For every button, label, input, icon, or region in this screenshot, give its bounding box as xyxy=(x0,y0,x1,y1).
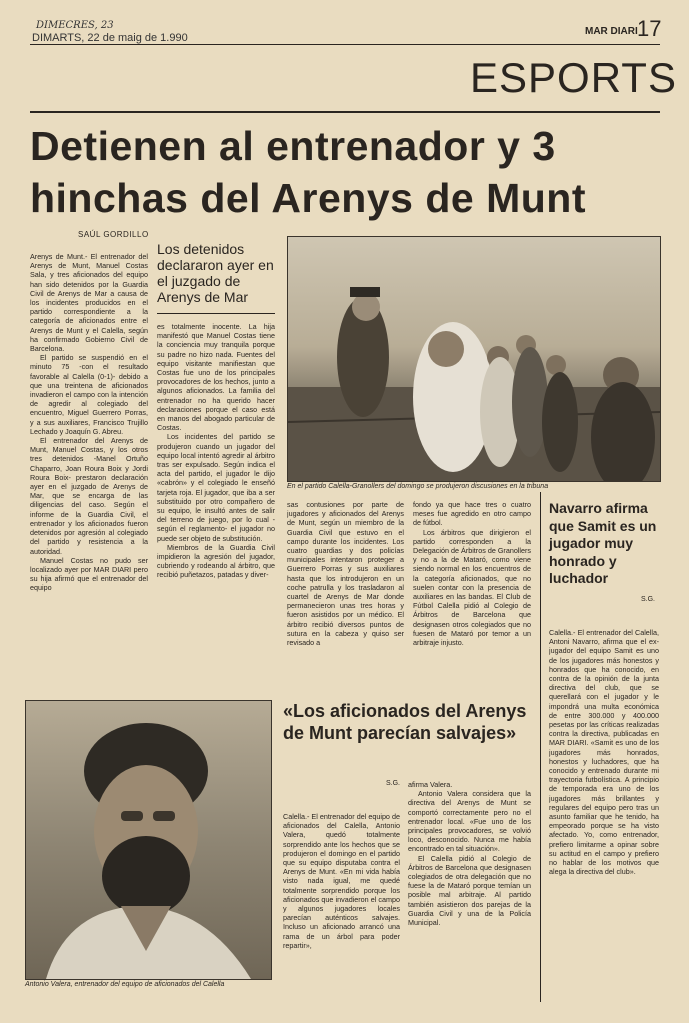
photo-caption-2: Antonio Valera, entrenador del equipo de aficionados del Calella xyxy=(25,981,225,988)
paragraph: Los árbitros que dirigieron el partido corresponden a la Delegación de Árbitros de Granollers y no a la de Mataró, como viene siendo normal en los encuentros de la categoría aficionados, que no suelen contar con la presencia de auxiliares en las bandas. El Club de Fútbol Calella pidió al Colegio de Árbitros de Barcelona que designasen otros colegiados que no fuesen de Mataró por temor a un arbitraje injusto. xyxy=(413,527,531,648)
photo-antonio-valera xyxy=(25,700,272,980)
photo-crowd-illustration xyxy=(288,237,660,481)
article-column-1 xyxy=(30,252,148,690)
printed-date: DIMARTS, 22 de maig de 1.990 xyxy=(32,32,188,44)
paragraph: es totalmente inocente. La hija manifestó que Manuel Costas tiene la conciencia muy tranquila porque su padre no hizo nada. Fuentes del equipo visitante manifiestan que Costas fue uno de los principales provocadores de los hechos, junto a algunos aficionados. La familia del entrenador no ha querido hacer declaraciones porque el caso está en manos del abogado particular de Costas. xyxy=(157,322,275,433)
paragraph: El Calella pidió al Colegio de Árbitros de Barcelona que designasen colegiados de otra delegación que no fuese la de Mataró porque temían un posible mal arbitraje. Al partido también asistieron dos parejas de la Guardia Civil y una de la Policía Municipal. xyxy=(408,853,531,928)
section-rule xyxy=(30,111,660,113)
paragraph: Los incidentes del partido se produjeron cuando un jugador del equipo local intentó agredir al árbitro tras ser expulsado. Según indica el acta del partido, el jugador le dijo «cabrón» y el colegiado le enseñó tarjeta roja. El jugador, que iba a ser substituido por otro compañero de su equipo, le insultó antes de salir del terreno de juego, por lo cual -según el reglamento- el jugador no puede ser objeto de substitución. xyxy=(157,432,275,543)
second-byline: S.G. xyxy=(386,780,401,787)
photo-caption: En el partido Calella-Granollers del domingo se produjeron discusiones en la tribuna xyxy=(287,483,549,490)
section-title: ESPORTS xyxy=(470,54,677,101)
paragraph: Calella.- El entrenador del equipo de aficionados del Calella, Antonio Valera, quedó totalmente sorprendido ante los hechos que se produjeron el domingo en el partido que su equipo disputaba contra el Arenys de Munt. «En mi vida había visto nada igual, me quedé totalmente sorprendido porque los aficionados que invadieron el campo y algunos jugadores locales parecían auténticos salvajes. Incluso un aficionado arrancó una rama de un árbol para poder repartir», xyxy=(283,812,400,950)
paragraph: sas contusiones por parte de jugadores y aficionados del Arenys de Munt, según un miembro de la Guardia Civil que estuvo en el campo durante los incidentes. Los cuatro guardias y dos policías municipales intentaron proteger a Guerrero Porras y sus auxiliares hasta que los introdujeron en un coche patrulla y los trasladaron al cuartel de Arenys de Mar donde permanecieron unas tres horas y fueron asistidos por un médico. El árbitro recibió diversos puntos de sutura en la cabeza y quiso ser revisado a xyxy=(287,500,404,648)
paragraph: afirma Valera. xyxy=(408,780,453,789)
paragraph: Manuel Costas no pudo ser localizado ayer por MAR DIARI pero su hija afirmó que el entrenador del equipo xyxy=(30,555,148,593)
portrait-illustration xyxy=(26,701,271,979)
paragraph: fondo ya que hace tres o cuatro meses fue agredido en otro campo de fútbol. xyxy=(413,500,531,528)
paragraph: Arenys de Munt.- El entrenador del Arenys de Munt, Manuel Costas Sala, y tres aficionados del equipo han sido detenidos por la Guardia Civil de Arenys de Mar a causa de los incidentes producidos en el partido correspondiente a la categoría de aficionados entre el Arenys de Munt y el Calella, según ha confirmado Gobierno Civil de Barcelona. xyxy=(30,252,148,354)
paragraph: El partido se suspendió en el minuto 75 -con el resultado favorable al Calella (0-1)- debido a que una treintena de aficionados invadieron el campo con la intención de agredir al colegiado del encuentro, Miguel Guerrero Porras, y a sus auxiliares, Francisco Trujillo Lechado y Joaquín G. Abreu. xyxy=(30,353,148,436)
handwritten-date: DIMECRES, 23 xyxy=(36,20,114,31)
article-column-2 xyxy=(157,322,275,690)
paragraph: Calella.- El entrenador del Calella, Antoni Navarro, afirma que el ex-jugador del equipo Samit es uno de los jugadores más honestos y honrados que ha conocido, en contra de la opinión de la junta directiva del club, que se querellará con el jugador y le impondrá una multa económica de entre 300.000 y 400.000 pesetas por las críticas realizadas contra la directiva, publicadas en MAR DIARI. «Samit es uno de los jugadores más honrados, honestos y luchadores, que ha conocido y entrenado durante mi trayectoria futbolística. A principio de temporada era uno de los jugadores más brillantes y regulares del equipo pero tras un asunto familiar que he tenido, ha empeorado porque se ha visto afectado. Yo, como entrenador, prefiero limitarme a opinar sobre su actitud en el campo y prefiero no hablar de los motivos que alega la directiva del club». xyxy=(549,628,659,877)
deck-subhead: Los detenidos declararon ayer en el juzgado de Arenys de Mar xyxy=(157,241,274,305)
deck-rule xyxy=(157,313,275,314)
paragraph: Antonio Valera considera que la directiva del Arenys de Munt se comportó correctamente pero no el entrenador local. «Fue uno de los principales provocadores, se volvió loco, desconocido. Nunca me había encontrado en tal situación». xyxy=(408,789,531,854)
second-headline: «Los aficionados del Arenys de Munt parecían salvajes» xyxy=(283,701,527,743)
byline: SAÚL GORDILLO xyxy=(78,230,149,239)
column-divider xyxy=(540,492,541,1002)
article-column-4 xyxy=(413,500,531,690)
page-number: 17 xyxy=(637,16,662,41)
sidebar-byline: S.G. xyxy=(641,596,656,603)
top-rule xyxy=(30,44,660,45)
article-column-3 xyxy=(287,500,404,690)
photo-match-incident xyxy=(287,236,661,482)
second-article-column-1 xyxy=(283,812,400,1002)
sidebar-headline: Navarro afirma que Samit es un jugador muy honrado y luchador xyxy=(549,500,657,586)
newspaper-name: MAR DIARI xyxy=(585,26,638,37)
paragraph: Miembros de la Guardia Civil impidieron la agresión del jugador, cubriendo y rodeando al árbitro, que recibió puñetazos, patadas y diver- xyxy=(157,542,275,580)
sidebar-column xyxy=(549,628,659,998)
issue-date xyxy=(32,20,188,44)
main-headline: Detienen al entrenador y 3 hinchas del Arenys de Munt xyxy=(30,123,586,221)
second-article-column-2 xyxy=(408,780,531,1002)
paragraph: El entrenador del Arenys de Munt, Manuel Costas, y los otros tres detenidos -Manel Ortuño Chaparro, Joan Roura Boix y Jordi Roura Boix- prestaron declaración ayer en el juzgado de Arenys de Mar, que se encarga de las diligencias del caso. Según el informe de la Guardia Civil, el entrenador y los aficionados fueron detenidos por agresión al colegiado del partido y resistencia a la autoridad. xyxy=(30,436,148,556)
